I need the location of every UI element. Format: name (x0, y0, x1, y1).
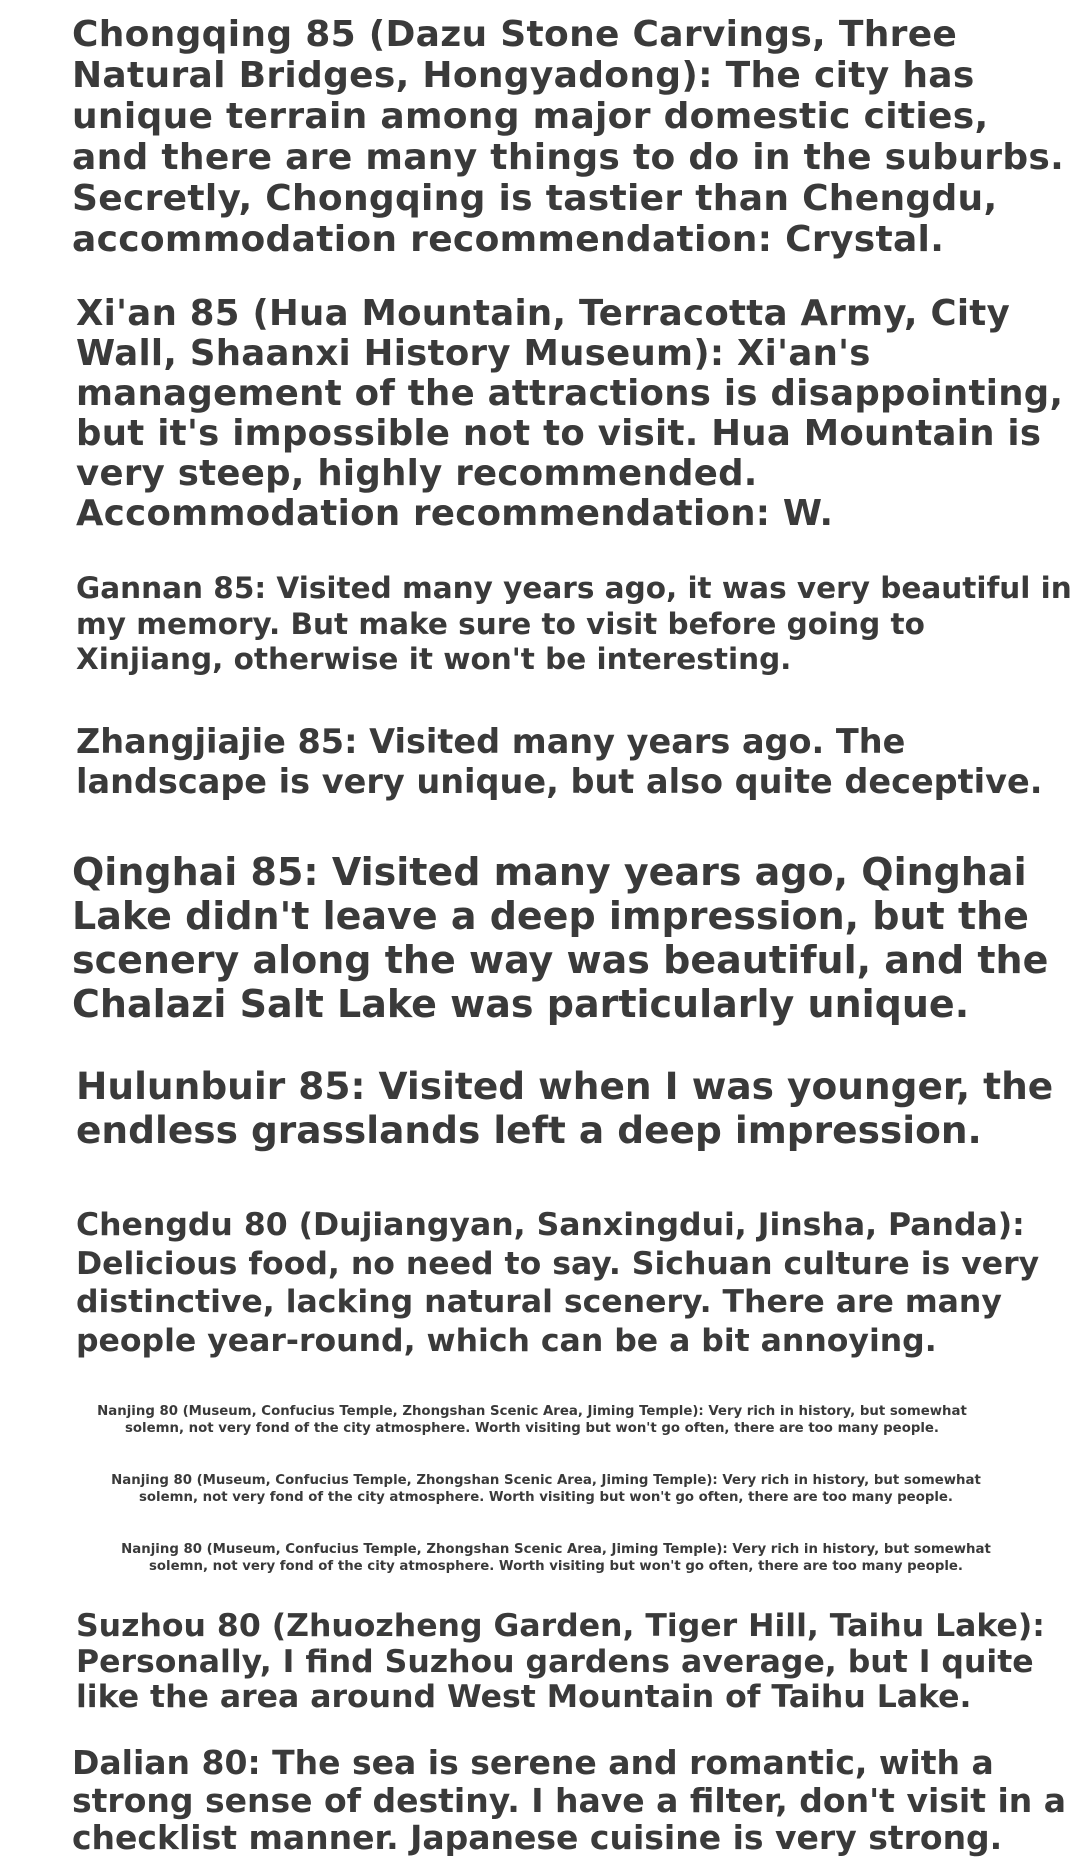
entry-gannan: Gannan 85: Visited many years ago, it was very beautiful in my memory. But make sure to visit before going to Xinjiang, otherwise it won't be interesting. (76, 571, 1072, 676)
entry-nanjing-3-line2: solemn, not very fond of the city atmosphere. Worth visiting but won't go often, there are too many people. (149, 1559, 963, 1574)
entry-nanjing-2 (6, 1472, 1080, 1506)
entry-xian: Xi'an 85 (Hua Mountain, Terracotta Army, City Wall, Shaanxi History Museum): Xi'an's management of the attractions is disappointing, but it's impossible not to visit. Hua Mountain is very steep, highly recommended. Accommodation recommendation: W. (76, 293, 1064, 534)
entry-nanjing-3-line1: Nanjing 80 (Museum, Confucius Temple, Zhongshan Scenic Area, Jiming Temple): Very rich in history, but somewhat (121, 1542, 991, 1557)
entry-chengdu: Chengdu 80 (Dujiangyan, Sanxingdui, Jinsha, Panda): Delicious food, no need to say. Sichuan culture is very distinctive, lacking natural scenery. There are many people year-round, which can be a bit annoying. (76, 1207, 1040, 1359)
entry-nanjing-2-line1: Nanjing 80 (Museum, Confucius Temple, Zhongshan Scenic Area, Jiming Temple): Very rich in history, but somewhat (111, 1473, 981, 1488)
entry-hulunbuir: Hulunbuir 85: Visited when I was younger, the endless grasslands left a deep impression. (76, 1064, 1054, 1152)
entry-suzhou: Suzhou 80 (Zhuozheng Garden, Tiger Hill, Taihu Lake): Personally, I find Suzhou gardens average, but I quite like the area around West Mountain of Taihu Lake. (76, 1608, 1045, 1715)
entry-nanjing-3 (16, 1541, 1080, 1575)
entry-nanjing-1 (0, 1403, 1072, 1437)
entry-nanjing-2-line2: solemn, not very fond of the city atmosphere. Worth visiting but won't go often, there are too many people. (139, 1490, 953, 1505)
entry-qinghai: Qinghai 85: Visited many years ago, Qinghai Lake didn't leave a deep impression, but the scenery along the way was beautiful, and the Chalazi Salt Lake was particularly unique. (72, 850, 1049, 1026)
entry-nanjing-1-line2: solemn, not very fond of the city atmosphere. Worth visiting but won't go often, there are too many people. (125, 1421, 939, 1436)
entry-dalian: Dalian 80: The sea is serene and romantic, with a strong sense of destiny. I have a filter, don't visit in a checklist manner. Japanese cuisine is very strong. (72, 1743, 1067, 1857)
entry-zhangjiajie: Zhangjiajie 85: Visited many years ago. The landscape is very unique, but also quite deceptive. (76, 722, 1043, 801)
entry-chongqing: Chongqing 85 (Dazu Stone Carvings, Three Natural Bridges, Hongyadong): The city has unique terrain among major domestic cities, and there are many things to do in the suburbs. Secretly, Chongqing is tastier than Chengdu, accommodation recommendation: Crystal. (72, 14, 1065, 260)
entry-nanjing-1-line1: Nanjing 80 (Museum, Confucius Temple, Zhongshan Scenic Area, Jiming Temple): Very rich in history, but somewhat (97, 1404, 967, 1419)
